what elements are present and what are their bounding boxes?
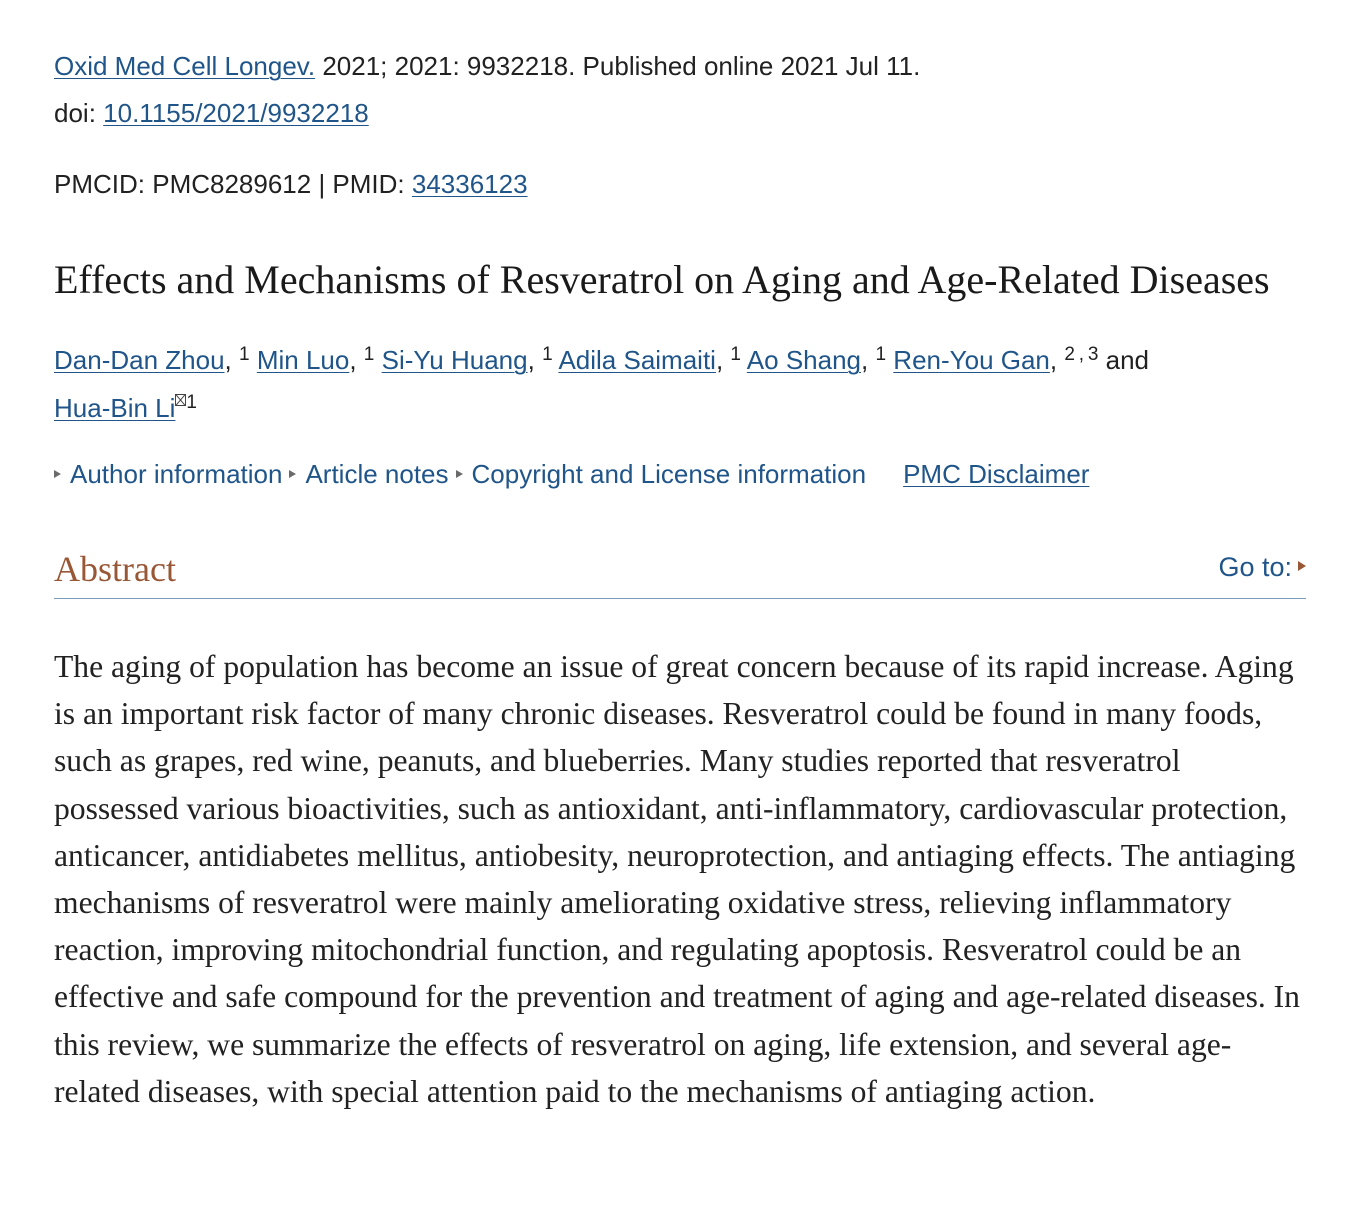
article-info-bar (54, 456, 1089, 492)
affiliation-ref[interactable]: 1 (730, 344, 741, 365)
expand-arrow-icon (54, 470, 61, 478)
author-separator: , (349, 345, 357, 375)
author-link[interactable]: Ao Shang (746, 345, 862, 375)
abstract-heading: Abstract (54, 549, 176, 589)
affiliation-ref[interactable]: 1 (239, 344, 250, 365)
goto-menu-button[interactable] (1218, 549, 1306, 585)
citation-details: 2021; 2021: 9932218. Published online 2021 Jul 11. (315, 51, 921, 81)
affiliation-ref[interactable]: 1 (875, 344, 887, 365)
article-title: Effects and Mechanisms of Resveratrol on Aging and Age-Related Diseases (54, 257, 1270, 302)
pmcid-text: PMCID: PMC8289612 | PMID: (54, 169, 412, 199)
affiliation-ref[interactable]: 1 (186, 392, 197, 413)
article-notes-toggle[interactable] (289, 456, 448, 492)
author-link[interactable]: Si-Yu Huang (381, 345, 528, 375)
author-link[interactable]: Hua-Bin Li (54, 393, 176, 423)
email-icon[interactable] (175, 394, 186, 406)
author-list (54, 336, 1306, 432)
author-link[interactable]: Adila Saimaiti (558, 345, 716, 375)
goto-arrow-icon (1298, 561, 1306, 571)
identifiers-line (54, 166, 528, 202)
author-information-toggle[interactable] (54, 456, 282, 492)
author-separator: , (224, 345, 232, 375)
journal-link[interactable]: Oxid Med Cell Longev. (54, 51, 316, 81)
affiliation-ref[interactable]: 2 , 3 (1064, 344, 1099, 365)
author-separator: , (1049, 345, 1058, 375)
author-link[interactable]: Min Luo (256, 345, 350, 375)
expand-arrow-icon (289, 470, 296, 478)
abstract-header (54, 543, 1306, 599)
toggle-label: Copyright and License information (471, 459, 867, 489)
authors-conjunction: and (1098, 345, 1150, 375)
author-separator: , (861, 345, 869, 375)
abstract-text: The aging of population has become an issue of great concern because of its rapid increase. Aging is an important risk factor of many chronic diseases. Resveratrol could be found in many foods, such as grapes, red wine, peanuts, and blueberries. Many studies reported that resveratrol possessed various bioactivities, such as antioxidant, anti-inflammatory, cardiovascular protection, anticancer, antidiabetes mellitus, antiobesity, neuroprotection, and antiaging effects. The antiaging mechanisms of resveratrol were mainly ameliorating oxidative stress, relieving inflammatory reaction, improving mitochondrial function, and regulating apoptosis. Resveratrol could be an effective and safe compound for the prevention and treatment of aging and age-related diseases. In this review, we summarize the effects of resveratrol on aging, life extension, and several age-related diseases, with special attention paid to the mechanisms of antiaging action. (54, 649, 1300, 1109)
pmc-disclaimer-link[interactable]: PMC Disclaimer (903, 459, 1090, 489)
affiliation-ref[interactable]: 1 (363, 344, 375, 365)
doi-label: doi: (54, 98, 104, 128)
author-link[interactable]: Dan-Dan Zhou (54, 345, 225, 375)
author-separator: , (715, 345, 724, 375)
goto-label: Go to: (1218, 552, 1292, 582)
doi-line (54, 95, 369, 131)
pmid-link[interactable]: 34336123 (411, 169, 528, 199)
author-link[interactable]: Ren-You Gan (893, 345, 1050, 375)
author-separator: , (527, 345, 535, 375)
toggle-label: Author information (70, 459, 283, 489)
affiliation-ref[interactable]: 1 (542, 344, 553, 365)
toggle-label: Article notes (305, 459, 449, 489)
copyright-toggle[interactable] (456, 456, 867, 492)
expand-arrow-icon (456, 470, 463, 478)
doi-link[interactable]: 10.1155/2021/9932218 (103, 98, 369, 128)
citation-line (54, 48, 920, 84)
